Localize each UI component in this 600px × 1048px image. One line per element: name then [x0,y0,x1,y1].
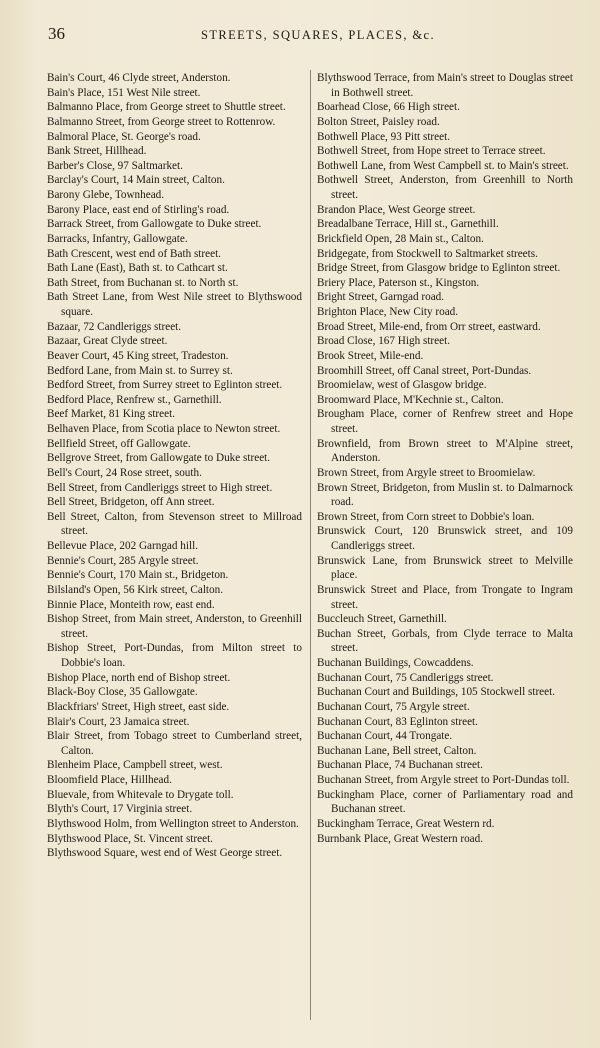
page-header [0,24,600,48]
directory-entry: Bath Street, from Buchanan st. to North st. [47,276,239,289]
directory-entry: Balmanno Place, from George street to Shuttle street. [47,101,286,114]
directory-entry: Bridge Street, from Glasgow bridge to Eglinton street. [317,262,561,275]
page-number: 36 [48,24,65,43]
directory-entry: Blenheim Place, Campbell street, west. [47,759,223,772]
directory-entry: Brandon Place, West George street. [317,203,476,216]
directory-entry: Buchanan Street, from Argyle street to Port-Dundas toll. [317,774,570,786]
directory-entry: Balmoral Place, St. George's road. [47,130,201,143]
directory-entry: Black-Boy Close, 35 Gallowgate. [47,686,198,699]
directory-entry: Bell Street, from Candleriggs street to High street. [47,481,273,494]
directory-entry: Barracks, Infantry, Gallowgate. [47,232,188,245]
directory-entry: Bellevue Place, 202 Garngad hill. [47,540,198,552]
directory-entry: Blair's Court, 23 Jamaica street. [47,715,190,728]
directory-entry: Blair Street, from Tobago street to Cumberland street, Calton. [47,730,302,757]
directory-entry: Brownfield, from Brown street to M'Alpine street, Anderston. [317,437,573,465]
directory-entry: Bedford Street, from Surrey street to Eglinton street. [47,379,283,392]
directory-entry: Beef Market, 81 King street. [47,408,175,421]
directory-entry: Bolton Street, Paisley road. [317,115,440,128]
directory-entry: Bath Lane (East), Bath st. to Cathcart st. [47,262,228,275]
directory-entry: Brown Street, Bridgeton, from Muslin st. to Dalmarnock road. [317,481,573,509]
directory-entry: Bothwell Street, from Hope street to Terrace street. [317,145,546,158]
directory-entry: Buchanan Place, 74 Buchanan street. [317,759,483,772]
directory-entry: Belhaven Place, from Scotia place to Newton street. [47,423,281,435]
column-divider [310,70,311,1020]
directory-entry: Bath Crescent, west end of Bath street. [47,247,221,260]
directory-entry: Brougham Place, corner of Renfrew street and Hope street. [317,408,573,435]
directory-entry: Brown Street, from Argyle street to Broomielaw. [317,466,536,479]
directory-entry: Buchanan Court, 44 Trongate. [317,730,453,743]
directory-entry: Beaver Court, 45 King street, Tradeston. [47,349,229,362]
directory-entry: Bothwell Street, Anderston, from Greenhill to North street. [317,174,573,201]
directory-entry: Binnie Place, Monteith row, east end. [47,598,215,611]
directory-entry: Blackfriars' Street, High street, east side. [47,700,230,713]
directory-entry: Bank Street, Hillhead. [47,145,147,158]
directory-entry: Buchanan Buildings, Cowcaddens. [317,657,474,669]
directory-entry: Brickfield Open, 28 Main st., Calton. [317,232,484,245]
directory-entry: Buccleuch Street, Garnethill. [317,613,447,626]
running-head-title: STREETS, SQUARES, PLACES, &c. [200,28,436,42]
directory-entry: Buchanan Court, 75 Argyle street. [317,700,470,713]
directory-entry: Bishop Place, north end of Bishop street. [47,671,231,684]
directory-entry: Bain's Place, 151 West Nile street. [47,86,201,99]
directory-entry: Boarhead Close, 66 High street. [317,101,460,114]
directory-entry: Brighton Place, New City road. [317,306,459,318]
directory-entry: Bishop Street, Port-Dundas, from Milton street to Dobbie's loan. [47,642,302,669]
left-column [47,71,302,861]
directory-entry: Bothwell Place, 93 Pitt street. [317,130,450,143]
directory-entry: Blythswood Square, west end of West George street. [47,847,283,860]
directory-entry: Blythswood Holm, from Wellington street to Anderston. [47,817,299,830]
directory-entry: Bilsland's Open, 56 Kirk street, Calton. [47,583,224,596]
right-column [317,71,573,846]
directory-entry: Blyth's Court, 17 Virginia street. [47,803,193,816]
directory-entry: Bluevale, from Whitevale to Drygate toll. [47,788,234,801]
directory-entry: Bazaar, Great Clyde street. [47,335,168,348]
directory-entry: Burnbank Place, Great Western road. [317,832,484,845]
directory-entry: Barony Place, east end of Stirling's road. [47,203,230,216]
directory-entry: Broomielaw, west of Glasgow bridge. [317,379,487,392]
directory-entry: Buchanan Court and Buildings, 105 Stockwell street. [317,686,556,699]
directory-entry: Bell's Court, 24 Rose street, south. [47,466,202,479]
directory-entry: Breadalbane Terrace, Hill st., Garnethill. [317,218,499,231]
directory-entry: Broomward Place, M'Kechnie st., Calton. [317,393,504,406]
directory-entry: Bell Street, Calton, from Stevenson street to Millroad street. [47,510,302,538]
directory-entry: Buchanan Court, 83 Eglinton street. [317,715,478,728]
directory-entry: Bath Street Lane, from West Nile street to Blythswood square. [47,291,302,318]
directory-entry: Brunswick Court, 120 Brunswick street, and 109 Candleriggs street. [317,525,573,552]
directory-entry: Barrack Street, from Gallowgate to Duke street. [47,218,262,231]
directory-entry: Balmanno Street, from George street to Rottenrow. [47,115,276,128]
directory-entry: Briery Place, Paterson st., Kingston. [317,276,480,289]
directory-entry: Bellgrove Street, from Gallowgate to Duke street. [47,452,271,465]
directory-entry: Bennie's Court, 170 Main st., Bridgeton. [47,569,229,582]
directory-entry: Bennie's Court, 285 Argyle street. [47,554,199,567]
directory-entry: Bright Street, Garngad road. [317,291,445,304]
directory-entry: Blythswood Place, St. Vincent street. [47,832,213,845]
directory-entry: Brook Street, Mile-end. [317,349,424,362]
directory-entry: Bell Street, Bridgeton, off Ann street. [47,496,215,509]
directory-entry: Bellfield Street, off Gallowgate. [47,437,191,450]
directory-entry: Brunswick Street and Place, from Trongate to Ingram street. [317,583,573,611]
directory-entry: Buckingham Place, corner of Parliamentary road and Buchanan street. [317,788,573,816]
directory-entry: Broad Close, 167 High street. [317,335,450,348]
directory-entry: Buchanan Lane, Bell street, Calton. [317,744,477,757]
directory-entry: Bloomfield Place, Hillhead. [47,774,172,786]
directory-entry: Blythswood Terrace, from Main's street to Douglas street in Bothwell street. [317,72,573,99]
directory-entry: Bedford Lane, from Main st. to Surrey st. [47,364,233,377]
directory-entry: Buckingham Terrace, Great Western rd. [317,817,495,830]
directory-entry: Broomhill Street, off Canal street, Port-Dundas. [317,364,532,377]
directory-entry: Barclay's Court, 14 Main street, Calton. [47,174,225,187]
directory-entry: Broad Street, Mile-end, from Orr street, eastward. [317,320,541,333]
directory-entry: Brown Street, from Corn street to Dobbie's loan. [317,510,535,523]
directory-entry: Bain's Court, 46 Clyde street, Anderston. [47,72,231,84]
directory-entry: Buchanan Court, 75 Candleriggs street. [317,671,494,684]
directory-entry: Bothwell Lane, from West Campbell st. to Main's street. [317,159,569,172]
directory-entry: Bishop Street, from Main street, Anderston, to Greenhill street. [47,613,302,640]
directory-entry: Barber's Close, 97 Saltmarket. [47,159,183,172]
directory-entry: Barony Glebe, Townhead. [47,189,165,201]
directory-entry: Bazaar, 72 Candleriggs street. [47,320,182,333]
directory-entry: Bridgegate, from Stockwell to Saltmarket streets. [317,247,538,260]
directory-entry: Buchan Street, Gorbals, from Clyde terrace to Malta street. [317,627,573,655]
directory-entry: Bedford Place, Renfrew st., Garnethill. [47,393,222,406]
directory-entry: Brunswick Lane, from Brunswick street to Melville place. [317,554,573,582]
